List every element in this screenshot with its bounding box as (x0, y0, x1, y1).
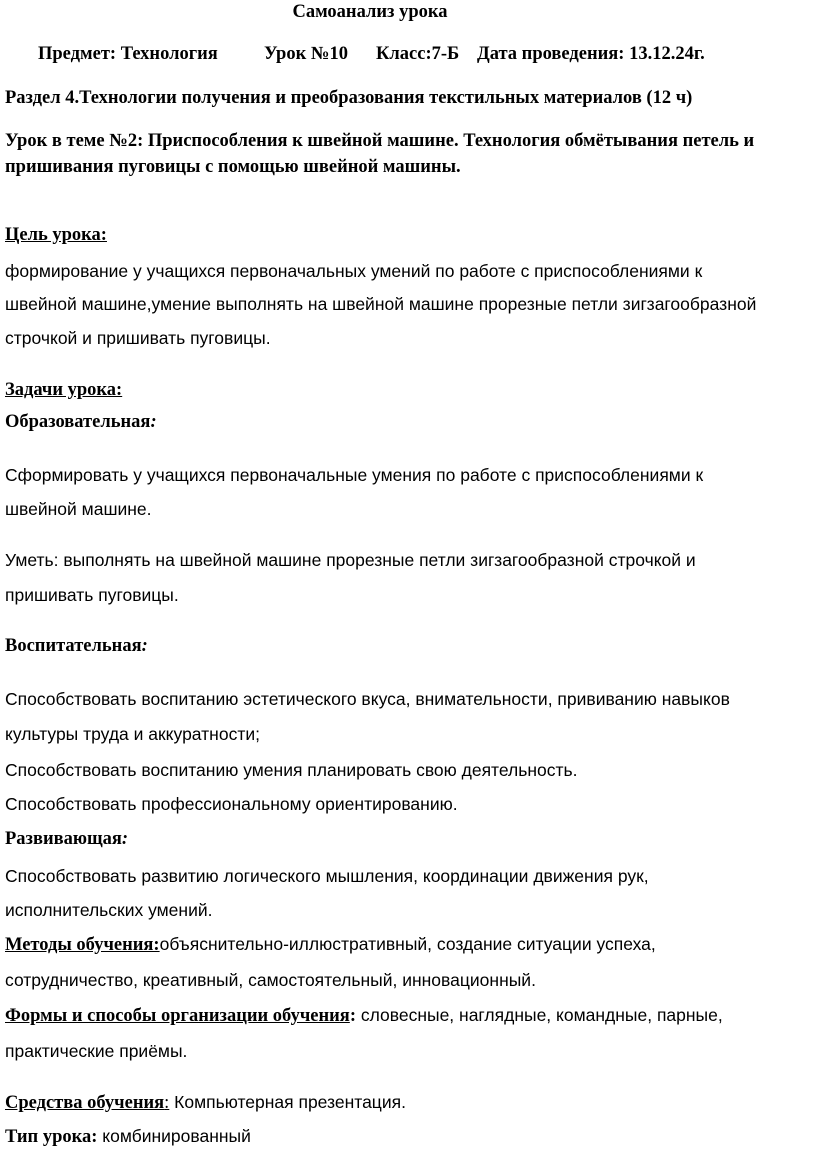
educational-line: Сформировать у учащихся первоначальные умения по работе с приспособлениями к (5, 465, 704, 485)
section-heading: Раздел 4.Технологии получения и преобразования текстильных материалов (12 ч) (5, 88, 693, 108)
upbringing-line: Способствовать воспитанию эстетического вкуса, внимательности, прививанию навыков (5, 689, 730, 709)
educational-line: швейной машине. (5, 499, 152, 519)
subject: Предмет: Технология (38, 44, 218, 64)
developing-line: исполнительских умений. (5, 900, 213, 920)
educational-heading: Образовательная: (5, 412, 157, 432)
goal-line: швейной машине,умение выполнять на швейной машине прорезные петли зигзагообразной (5, 294, 757, 314)
upbringing-heading: Воспитательная: (5, 636, 148, 656)
upbringing-line: Способствовать воспитанию умения планировать свою деятельность. (5, 760, 578, 780)
topic-line-2: пришивания пуговицы с помощью швейной машины. (5, 157, 461, 177)
upbringing-line: Способствовать профессиональному ориентированию. (5, 794, 458, 814)
educational-line: Уметь: выполнять на швейной машине прорезные петли зигзагообразной строчкой и (5, 550, 696, 570)
educational-line: пришивать пуговицы. (5, 585, 179, 605)
means-line: Средства обучения: Компьютерная презентация. (5, 1092, 406, 1113)
forms-line-1: Формы и способы организации обучения: словесные, наглядные, командные, парные, (5, 1005, 723, 1026)
goal-heading: Цель урока: (5, 225, 107, 245)
goal-line: строчкой и пришивать пуговицы. (5, 328, 271, 348)
developing-line: Способствовать развитию логического мышления, координации движения рук, (5, 866, 649, 886)
page-title: Самоанализ урока (292, 2, 448, 22)
forms-line-2: практические приёмы. (5, 1041, 188, 1061)
lesson-type-label: Тип урока: (5, 1127, 98, 1147)
topic-line-1: Урок в теме №2: Приспособления к швейной машине. Технология обмётывания петель и (5, 131, 755, 151)
upbringing-line: культуры труда и аккуратности; (5, 724, 260, 744)
class: Класс:7-Б (376, 44, 460, 64)
methods-line-1: Методы обучения:объяснительно-иллюстративный, создание ситуации успеха, (5, 934, 656, 955)
forms-label: Формы и способы организации обучения (5, 1006, 350, 1026)
developing-heading: Развивающая: (5, 829, 129, 849)
tasks-heading: Задачи урока: (5, 380, 123, 400)
lesson-meta (38, 44, 705, 65)
means-label: Средства обучения (5, 1093, 165, 1113)
goal-line: формирование у учащихся первоначальных умений по работе с приспособлениями к (5, 261, 703, 281)
lesson-type-line: Тип урока: комбинированный (5, 1126, 251, 1147)
lesson-number: Урок №10 (264, 44, 348, 64)
methods-line-2: сотрудничество, креативный, самостоятельный, инновационный. (5, 970, 536, 990)
methods-label: Методы обучения: (5, 935, 160, 955)
lesson-date: Дата проведения: 13.12.24г. (477, 44, 705, 64)
